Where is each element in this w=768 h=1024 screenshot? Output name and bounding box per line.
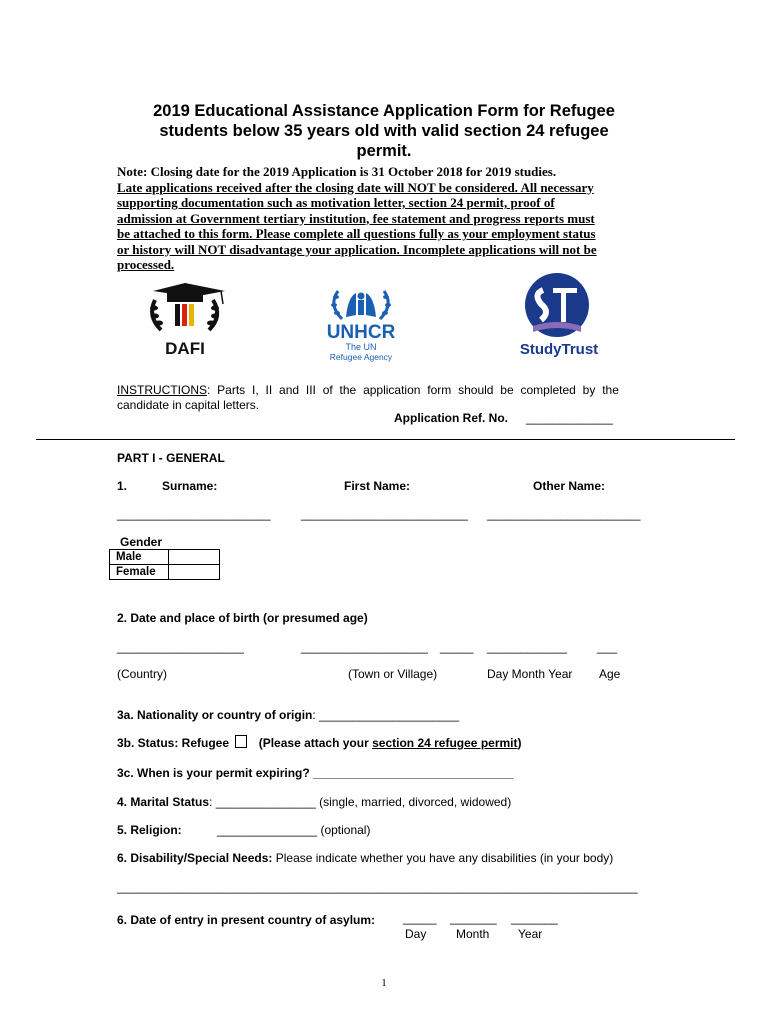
- gender-male-checkbox[interactable]: [169, 550, 220, 565]
- age-field[interactable]: ___: [597, 640, 618, 654]
- note-line-4: admission at Government tertiary institution, fee statement and progress reports must: [117, 210, 595, 226]
- q3a: [117, 708, 459, 722]
- section-24-permit-link: section 24 refugee permit: [372, 736, 518, 750]
- other-name-field[interactable]: _______________________: [487, 507, 641, 521]
- section-divider: [36, 439, 735, 440]
- application-ref-field[interactable]: _____________: [526, 411, 613, 425]
- birth-town-caption: (Town or Village): [348, 667, 438, 681]
- religion-field[interactable]: _______________ (optional): [217, 823, 371, 837]
- gender-option-female: Female: [110, 565, 169, 580]
- instructions-label: INSTRUCTIONS: [117, 383, 207, 397]
- q5-label: 5. Religion:: [117, 823, 182, 837]
- q3b-label: 3b. Status: Refugee: [117, 736, 230, 750]
- surname-field[interactable]: _______________________: [117, 507, 271, 521]
- q6-instruction: Please indicate whether you have any disabilities (in your body): [272, 851, 614, 865]
- page-number: 1: [381, 977, 387, 989]
- note-line-5: be attached to this form. Please complete all questions fully as your employment status: [117, 226, 596, 241]
- application-ref-label: Application Ref. No.: [394, 411, 508, 425]
- refugee-status-checkbox[interactable]: [235, 735, 247, 748]
- q3b-instruction-pre: (Please attach your: [258, 736, 373, 750]
- q3b-instruction-post: ): [517, 736, 522, 750]
- q4: [117, 795, 511, 809]
- entry-year-field[interactable]: _______: [511, 911, 558, 925]
- note-line-1: Note: Closing date for the 2019 Application is 31 October 2018 for 2019 studies.: [117, 164, 557, 179]
- note-line-3: supporting documentation such as motivation letter, section 24 permit, proof of: [117, 195, 555, 210]
- q2-label: 2. Date and place of birth (or presumed age): [117, 611, 368, 625]
- note-line-7: processed.: [117, 257, 175, 272]
- closing-date-note: [117, 164, 657, 273]
- studytrust-logo-text: StudyTrust: [519, 341, 599, 358]
- instructions-text-2: candidate in capital letters.: [117, 398, 260, 412]
- q3b: [117, 735, 522, 750]
- q3a-label: 3a. Nationality or country of origin: [117, 708, 313, 722]
- gender-table: [109, 549, 220, 580]
- gender-option-male: Male: [110, 550, 169, 565]
- first-name-label: First Name:: [344, 479, 411, 493]
- q7-label: 6. Date of entry in present country of asylum:: [117, 913, 376, 927]
- unhcr-logo-subtext-1: The UN: [345, 342, 377, 352]
- entry-month-caption: Month: [456, 927, 490, 941]
- gender-row-female: [110, 565, 220, 580]
- first-name-field[interactable]: _________________________: [301, 507, 468, 521]
- studytrust-logo: [503, 272, 615, 360]
- unhcr-logo-text: UNHCR: [326, 322, 396, 343]
- q3c-label[interactable]: 3c. When is your permit expiring? ______________________________: [117, 766, 514, 780]
- surname-label: Surname:: [162, 479, 218, 493]
- gender-label: Gender: [120, 535, 163, 549]
- dafi-logo: [137, 282, 233, 358]
- marital-status-field[interactable]: : _______________ (single, married, divorced, widowed): [209, 795, 512, 809]
- other-name-label: Other Name:: [533, 479, 606, 493]
- form-title-line-1: 2019 Educational Assistance Application Form for Refugee: [153, 102, 615, 120]
- entry-day-field[interactable]: _____: [403, 911, 437, 925]
- part-1-heading: PART I - GENERAL: [117, 451, 225, 465]
- unhcr-logo: [312, 283, 410, 363]
- form-title: [100, 101, 668, 161]
- instructions-text-1: : Parts I, II and III of the application form should be completed by the: [207, 383, 619, 397]
- form-title-line-3: permit.: [356, 142, 412, 160]
- birth-date-caption: Day Month Year: [487, 667, 573, 681]
- birth-month-year-field[interactable]: ____________: [487, 640, 568, 654]
- birth-day-field[interactable]: _____: [440, 640, 474, 654]
- note-line-6: or history will NOT disadvantage your application. Incomplete applications will not be: [117, 241, 597, 257]
- birth-town-field[interactable]: ___________________: [301, 640, 428, 654]
- q4-label: 4. Marital Status: [117, 795, 210, 809]
- birth-country-field[interactable]: ___________________: [117, 640, 244, 654]
- q1-number: 1.: [117, 479, 128, 493]
- birth-country-caption: (Country): [117, 667, 168, 681]
- unhcr-logo-subtext-2: Refugee Agency: [329, 352, 393, 362]
- q6-label: 6. Disability/Special Needs:: [117, 851, 273, 865]
- nationality-field[interactable]: : _____________________: [312, 708, 460, 722]
- q6: [117, 851, 613, 865]
- instructions: [117, 383, 651, 413]
- dafi-logo-text: DAFI: [165, 339, 205, 358]
- entry-year-caption: Year: [518, 927, 543, 941]
- age-caption: Age: [599, 667, 621, 681]
- gender-female-checkbox[interactable]: [169, 565, 220, 580]
- entry-month-field[interactable]: _______: [450, 911, 497, 925]
- note-line-2: Late applications received after the closing date will NOT be considered. All necessary: [117, 179, 594, 195]
- entry-day-caption: Day: [405, 927, 427, 941]
- form-title-line-2: students below 35 years old with valid section 24 refugee: [159, 122, 609, 140]
- disability-field[interactable]: ______________________________________________________________________________: [117, 880, 638, 894]
- gender-row-male: [110, 550, 220, 565]
